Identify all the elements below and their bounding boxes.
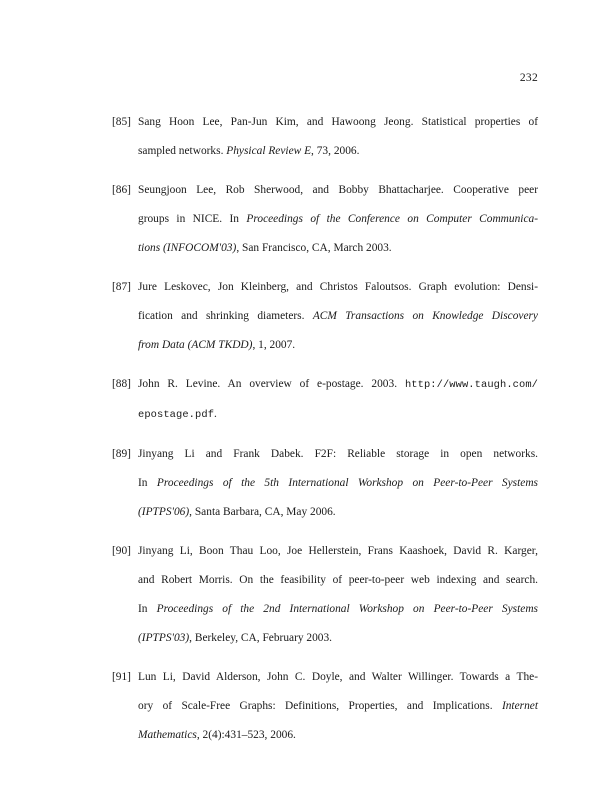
text-run: , Berkeley, CA, February 2003.	[189, 632, 333, 644]
text-run: , 2(4):431–523, 2006.	[196, 729, 296, 741]
italic-title-run: Mathematics	[138, 729, 197, 741]
bibliography-entry-label: [91]	[112, 671, 131, 683]
italic-title-run: tions (INFOCOM'03)	[138, 242, 237, 254]
italic-title-run: Proceedings of the Conference on Computer Communica-	[246, 213, 538, 225]
bibliography-entry-label: [85]	[112, 116, 131, 128]
bibliography-entry	[112, 537, 538, 653]
bibliography-line	[138, 663, 538, 692]
bibliography-entry	[112, 108, 538, 166]
text-run: groups in NICE. In	[138, 213, 247, 225]
bibliography-line	[138, 469, 538, 498]
bibliography-entry-label: [88]	[112, 378, 131, 390]
italic-title-run: Internet	[501, 700, 538, 712]
bibliography-line	[138, 566, 538, 595]
bibliography-entry-label: [89]	[112, 448, 131, 460]
url-text: epostage.pdf	[138, 409, 215, 421]
bibliography-line	[138, 108, 538, 137]
text-run: Sang Hoon Lee, Pan-Jun Kim, and Hawoong Jeong. Statistical properties of	[138, 116, 538, 128]
text-run: John R. Levine. An overview of e-postage. 2003.	[138, 378, 405, 390]
bibliography-entry-text	[138, 537, 538, 653]
bibliography-line	[138, 176, 538, 205]
bibliography-entry-text	[138, 273, 538, 360]
text-run: sampled networks.	[138, 145, 227, 157]
text-run: , Santa Barbara, CA, May 2006.	[189, 506, 336, 518]
bibliography-line	[138, 205, 538, 234]
text-run: Jinyang Li and Frank Dabek. F2F: Reliable storage in open networks.	[138, 448, 538, 460]
bibliography-entry	[112, 176, 538, 263]
text-run: Jure Leskovec, Jon Kleinberg, and Christos Faloutsos. Graph evolution: Densi-	[138, 281, 538, 293]
bibliography-entry-text	[138, 663, 538, 750]
bibliography-line	[138, 400, 538, 430]
bibliography-entry-text	[138, 176, 538, 263]
bibliography-line	[138, 137, 538, 166]
text-run: and Robert Morris. On the feasibility of peer-to-peer web indexing and search.	[138, 574, 538, 586]
bibliography-line	[138, 624, 538, 653]
bibliography-line	[138, 273, 538, 302]
bibliography-line	[138, 537, 538, 566]
bibliography-entry	[112, 370, 538, 430]
text-run: In	[138, 477, 157, 489]
italic-title-run: Proceedings of the 5th International Workshop on Peer-to-Peer Systems	[156, 477, 538, 489]
bibliography-line	[138, 234, 538, 263]
bibliography-entry-label: [87]	[112, 281, 131, 293]
bibliography-entry-label: [90]	[112, 545, 131, 557]
url-text: http://www.taugh.com/	[404, 379, 538, 391]
bibliography-line	[138, 595, 538, 624]
text-run: ory of Scale-Free Graphs: Definitions, Properties, and Implications.	[138, 700, 502, 712]
text-run: , 1, 2007.	[252, 339, 296, 351]
italic-title-run: Physical Review E	[226, 145, 312, 157]
italic-title-run: ACM Transactions on Knowledge Discovery	[312, 310, 538, 322]
text-run: , San Francisco, CA, March 2003.	[236, 242, 392, 254]
bibliography-entry	[112, 273, 538, 360]
italic-title-run: Proceedings of the 2nd International Workshop on Peer-to-Peer Systems	[156, 603, 538, 615]
italic-title-run: (IPTPS'06)	[138, 506, 190, 518]
text-run: , 73, 2006.	[311, 145, 360, 157]
text-run: In	[138, 603, 157, 615]
bibliography-entry-text	[138, 108, 538, 166]
bibliography-entry-text	[138, 440, 538, 527]
text-run: .	[214, 408, 217, 420]
bibliography-line	[138, 498, 538, 527]
page-number: 232	[519, 72, 538, 84]
text-run: Lun Li, David Alderson, John C. Doyle, and Walter Willinger. Towards a The-	[138, 671, 538, 683]
text-run: Jinyang Li, Boon Thau Loo, Joe Hellerstein, Frans Kaashoek, David R. Karger,	[138, 545, 538, 557]
bibliography-entry-label: [86]	[112, 184, 131, 196]
bibliography-line	[138, 692, 538, 721]
italic-title-run: from Data (ACM TKDD)	[138, 339, 253, 351]
bibliography-list	[112, 108, 538, 750]
text-run: fication and shrinking diameters.	[138, 310, 313, 322]
bibliography-entry-text	[138, 370, 538, 430]
bibliography-line	[138, 331, 538, 360]
bibliography-line	[138, 370, 538, 400]
bibliography-line	[138, 302, 538, 331]
bibliography-entry	[112, 440, 538, 527]
italic-title-run: (IPTPS'03)	[138, 632, 190, 644]
bibliography-line	[138, 440, 538, 469]
bibliography-entry	[112, 663, 538, 750]
bibliography-line	[138, 721, 538, 750]
text-run: Seungjoon Lee, Rob Sherwood, and Bobby Bhattacharjee. Cooperative peer	[138, 184, 538, 196]
